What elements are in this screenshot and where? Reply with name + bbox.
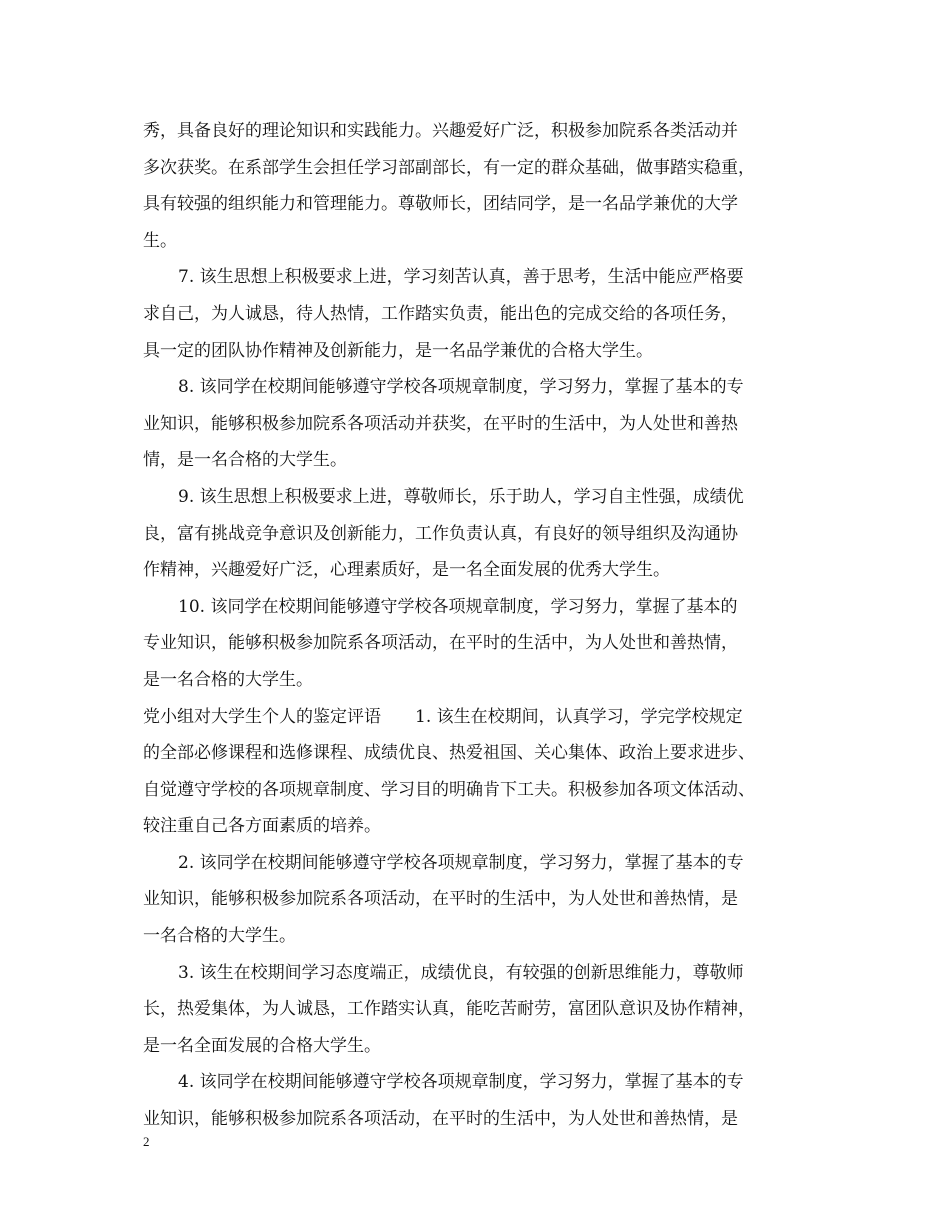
text-line: 情，是一名合格的大学生。 <box>143 450 347 471</box>
text-line: 3. 该生在校期间学习态度端正，成绩优良，有较强的创新思维能力，尊敬师 <box>178 962 744 983</box>
text-line: 作精神，兴趣爱好广泛，心理素质好，是一名全面发展的优秀大学生。 <box>143 560 670 581</box>
text-line: 2. 该同学在校期间能够遵守学校各项规章制度，学习努力，掌握了基本的专 <box>178 852 744 873</box>
text-line: 较注重自己各方面素质的培养。 <box>143 816 381 837</box>
text-line: 业知识，能够积极参加院系各项活动并获奖，在平时的生活中，为人处世和善热 <box>143 413 738 434</box>
text-line: 业知识，能够积极参加院系各项活动，在平时的生活中，为人处世和善热情，是 <box>143 889 738 910</box>
text-line: 秀，具备良好的理论知识和实践能力。兴趣爱好广泛，积极参加院系各类活动并 <box>143 121 738 141</box>
text-line: 10. 该同学在校期间能够遵守学校各项规章制度，学习努力，掌握了基本的 <box>178 596 738 617</box>
text-line: 9. 该生思想上积极要求上进，尊敬师长，乐于助人，学习自主性强，成绩优 <box>178 486 744 507</box>
text-line: 具一定的团队协作精神及创新能力，是一名品学兼优的合格大学生。 <box>143 340 653 361</box>
text-line: 长，热爱集体，为人诚恳，工作踏实认真，能吃苦耐劳，富团队意识及协作精神， <box>143 999 755 1020</box>
text-line: 自觉遵守学校的各项规章制度、学习目的明确肯下工夫。积极参加各项文体活动、 <box>143 779 755 800</box>
text-line: 4. 该同学在校期间能够遵守学校各项规章制度，学习努力，掌握了基本的专 <box>178 1072 744 1093</box>
page-number: 2 <box>143 1134 150 1149</box>
text-line: 是一名合格的大学生。 <box>143 669 313 690</box>
text-line: 专业知识，能够积极参加院系各项活动，在平时的生活中，为人处世和善热情， <box>143 633 738 654</box>
text-line: 一名合格的大学生。 <box>143 926 296 947</box>
text-line: 是一名全面发展的合格大学生。 <box>143 1035 381 1056</box>
text-line: 党小组对大学生个人的鉴定评语 1. 该生在校期间，认真学习，学完学校规定 <box>143 706 743 727</box>
text-line: 的全部必修课程和选修课程、成绩优良、热爱祖国、关心集体、政治上要求进步、 <box>143 743 755 764</box>
text-line: 业知识，能够积极参加院系各项活动，在平时的生活中，为人处世和善热情，是 <box>143 1109 738 1130</box>
text-line: 7. 该生思想上积极要求上进，学习刻苦认真，善于思考，生活中能应严格要 <box>178 267 744 288</box>
text-line: 求自己，为人诚恳，待人热情，工作踏实负责，能出色的完成交给的各项任务， <box>143 303 738 324</box>
text-line: 生。 <box>143 230 177 251</box>
text-line: 多次获奖。在系部学生会担任学习部副部长，有一定的群众基础，做事踏实稳重， <box>143 157 755 178</box>
text-line: 良，富有挑战竞争意识及创新能力，工作负责认真，有良好的领导组织及沟通协 <box>143 523 738 544</box>
text-line: 具有较强的组织能力和管理能力。尊敬师长，团结同学，是一名品学兼优的大学 <box>143 194 738 215</box>
text-line: 8. 该同学在校期间能够遵守学校各项规章制度，学习努力，掌握了基本的专 <box>178 377 744 398</box>
document-body <box>143 113 809 1138</box>
